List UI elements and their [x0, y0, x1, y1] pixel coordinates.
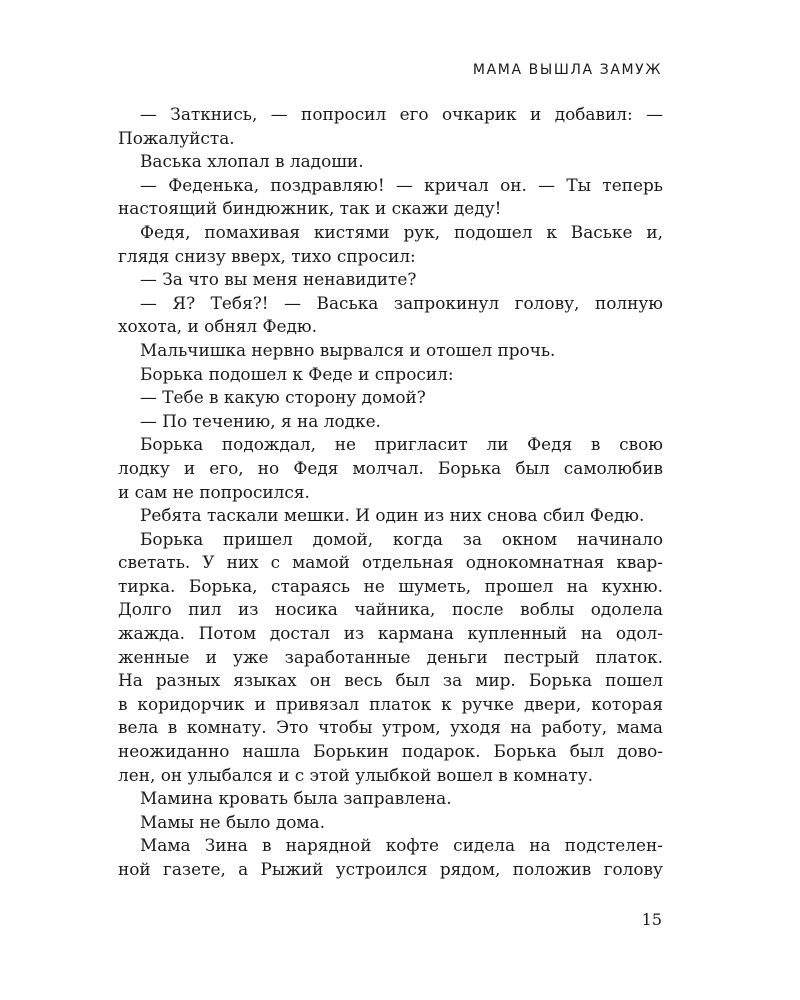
text-line: Борька подождал, не пригласит ли Федя в свою [140, 434, 663, 455]
text-line: Мама Зина в нарядной кофте сидела на подстелен- [140, 835, 663, 856]
text-line: Ребята таскали мешки. И один из них снова сбил Федю. [140, 505, 645, 526]
text-line: хохота, и обнял Федю. [118, 316, 318, 337]
text-line: Васька хлопал в ладоши. [140, 151, 364, 172]
text-line: На разных языках он весь был за мир. Борька пошел [118, 670, 663, 691]
text-line: — Тебе в какую сторону домой? [140, 387, 426, 408]
body-text [118, 103, 663, 882]
text-line: жажда. Потом достал из кармана купленный на одол- [118, 623, 663, 644]
text-line: Долго пил из носика чайника, после воблы одолела [118, 599, 663, 620]
text-line: — По течению, я на лодке. [140, 410, 381, 431]
text-line: и сам не попросился. [118, 481, 310, 502]
text-line: Мамы не было дома. [140, 811, 325, 832]
text-line: глядя снизу вверх, тихо спросил: [118, 245, 416, 266]
text-line: лен, он улыбался и с этой улыбкой вошел в комнату. [118, 764, 593, 785]
text-line: — За что вы меня ненавидите? [140, 269, 417, 290]
text-line: Мальчишка нервно вырвался и отошел прочь. [140, 339, 556, 360]
text-line: Борька пришел домой, когда за окном начинало [140, 528, 663, 549]
text-line: неожиданно нашла Борькин подарок. Борька был дово- [118, 741, 663, 762]
text-line: вела в комнату. Это чтобы утром, уходя на работу, мама [118, 717, 663, 738]
text-line: лодку и его, но Федя молчал. Борька был самолюбив [118, 457, 663, 478]
text-line: — Заткнись, — попросил его очкарик и добавил: — [140, 104, 663, 124]
text-line: тирка. Борька, стараясь не шуметь, прошел на кухню. [118, 575, 663, 596]
text-line: — Феденька, поздравляю! — кричал он. — Ты теперь [140, 174, 663, 195]
text-line: — Я? Тебя?! — Васька запрокинул голову, полную [140, 292, 663, 313]
text-line: ной газете, а Рыжий устроился рядом, положив голову [118, 859, 663, 879]
text-line: Мамина кровать была заправлена. [140, 788, 452, 809]
text-line: Федя, помахивая кистями рук, подошел к Ваське и, [140, 221, 663, 242]
text-line: в коридорчик и привязал платок к ручке двери, которая [118, 693, 663, 714]
page-number: 15 [641, 910, 662, 929]
text-line: Пожалуйста. [118, 127, 235, 148]
text-line: светать. У них с мамой отдельная однокомнатная квар- [118, 552, 663, 573]
text-line: женные и уже заработанные деньги пестрый платок. [118, 646, 663, 667]
text-line: Борька подошел к Феде и спросил: [140, 363, 454, 384]
text-line: настоящий биндюжник, так и скажи деду! [118, 198, 502, 219]
running-head: МАМА ВЫШЛА ЗАМУЖ [472, 62, 662, 78]
